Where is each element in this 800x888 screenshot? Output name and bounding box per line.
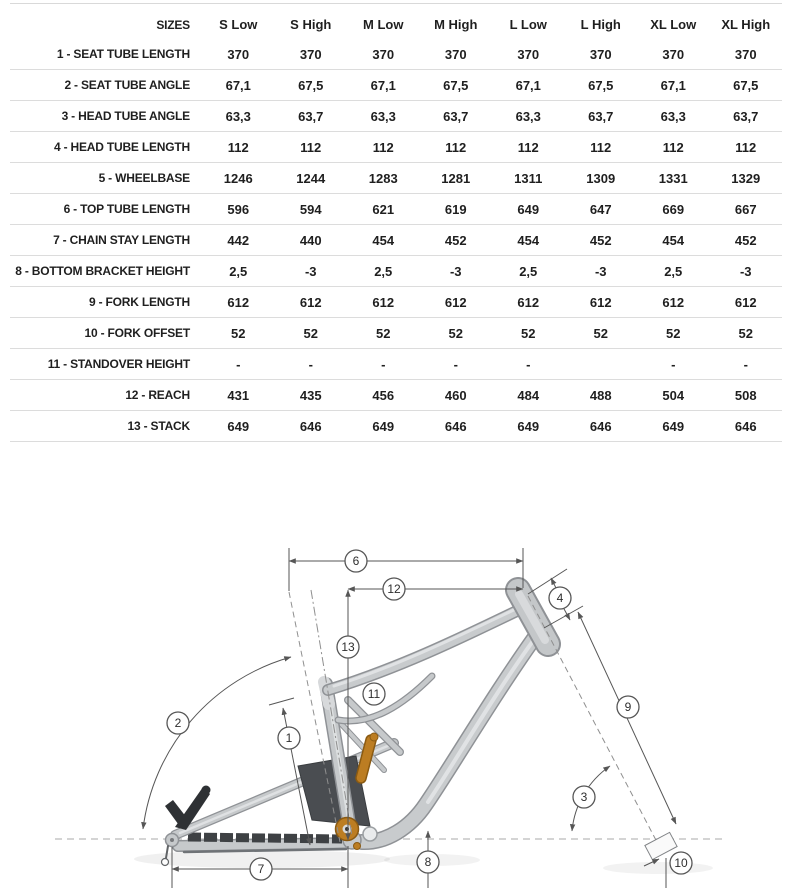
value-cell: -: [671, 356, 676, 372]
value-cell: -: [308, 356, 313, 372]
callout-label-8: 8: [424, 855, 432, 870]
value-cell: 452: [734, 232, 757, 248]
bike-geometry-diagram: [0, 528, 800, 888]
table-row: [10, 256, 782, 287]
value-cell: 454: [662, 232, 685, 248]
value-cell: 67,5: [733, 77, 759, 93]
value-cell: 112: [227, 139, 249, 155]
value-cell: 112: [735, 139, 757, 155]
value-cell: 370: [372, 46, 395, 62]
value-cell: 619: [444, 201, 467, 217]
row-label: 2 - SEAT TUBE ANGLE: [64, 78, 190, 92]
value-cell: 112: [300, 139, 322, 155]
table-row: [10, 101, 782, 132]
header-col: M High: [434, 17, 478, 32]
value-cell: 646: [734, 418, 757, 434]
callout-label-7: 7: [257, 862, 265, 877]
value-cell: 1244: [296, 170, 326, 186]
table-row: [10, 70, 782, 101]
row-label: 9 - FORK LENGTH: [89, 295, 190, 309]
value-cell: 63,3: [515, 108, 541, 124]
value-cell: 612: [662, 294, 685, 310]
value-cell: 442: [227, 232, 250, 248]
value-cell: 646: [299, 418, 322, 434]
value-cell: 454: [517, 232, 540, 248]
value-cell: 488: [589, 387, 612, 403]
callout-markers: [167, 550, 692, 880]
value-cell: 370: [227, 46, 250, 62]
value-cell: 646: [444, 418, 467, 434]
value-cell: 649: [372, 418, 395, 434]
value-cell: -: [526, 356, 531, 372]
value-cell: 612: [517, 294, 540, 310]
callout-label-3: 3: [580, 790, 588, 805]
head-tube: [518, 590, 548, 644]
value-cell: 52: [448, 325, 463, 341]
value-cell: 112: [517, 139, 539, 155]
value-cell: 370: [662, 46, 685, 62]
value-cell: 2,5: [229, 263, 248, 279]
value-cell: 669: [662, 201, 685, 217]
table-header-row: [10, 4, 782, 39]
table-row: [10, 39, 782, 70]
header-col: XL Low: [650, 17, 697, 32]
value-cell: 508: [734, 387, 757, 403]
row-label: 6 - TOP TUBE LENGTH: [63, 202, 190, 216]
value-cell: 67,5: [298, 77, 324, 93]
value-cell: 370: [589, 46, 612, 62]
value-cell: 2,5: [374, 263, 393, 279]
value-cell: 1309: [586, 170, 616, 186]
table-row: [10, 132, 782, 163]
header-col: L Low: [509, 17, 547, 32]
value-cell: 52: [303, 325, 318, 341]
value-cell: 370: [734, 46, 757, 62]
header-col: S Low: [219, 17, 258, 32]
value-cell: 440: [299, 232, 322, 248]
table-row: [10, 318, 782, 349]
value-cell: -: [236, 356, 241, 372]
row-label: 3 - HEAD TUBE ANGLE: [61, 109, 190, 123]
value-cell: -3: [449, 263, 462, 279]
callout-label-13: 13: [341, 640, 355, 655]
value-cell: 67,5: [443, 77, 469, 93]
value-cell: 1281: [441, 170, 471, 186]
main-pivot: [363, 827, 377, 841]
value-cell: 1331: [658, 170, 688, 186]
table-row: [10, 349, 782, 380]
value-cell: 596: [227, 201, 250, 217]
table-row: [10, 380, 782, 411]
value-cell: 612: [589, 294, 612, 310]
value-cell: 370: [444, 46, 467, 62]
value-cell: 612: [227, 294, 250, 310]
row-label: 4 - HEAD TUBE LENGTH: [53, 140, 190, 154]
header-col: L High: [580, 17, 621, 32]
value-cell: 63,7: [733, 108, 759, 124]
header-col: M Low: [363, 17, 404, 32]
row-label: 10 - FORK OFFSET: [84, 326, 190, 340]
row-label: 1 - SEAT TUBE LENGTH: [56, 47, 190, 61]
callout-label-1: 1: [285, 731, 293, 746]
value-cell: 63,3: [660, 108, 686, 124]
value-cell: 484: [517, 387, 540, 403]
value-cell: 67,1: [225, 77, 251, 93]
value-cell: 52: [593, 325, 608, 341]
value-cell: 63,7: [588, 108, 614, 124]
value-cell: 1329: [731, 170, 761, 186]
callout-label-6: 6: [352, 554, 360, 569]
callout-label-12: 12: [387, 582, 401, 597]
callout-label-9: 9: [624, 700, 632, 715]
table-row: [10, 225, 782, 256]
value-cell: 63,7: [298, 108, 324, 124]
value-cell: 67,1: [370, 77, 396, 93]
head-tube-axis: [528, 596, 658, 844]
value-cell: 435: [299, 387, 322, 403]
table-row: [10, 163, 782, 194]
value-cell: 63,7: [443, 108, 469, 124]
row-label: 11 - STANDOVER HEIGHT: [47, 357, 190, 371]
value-cell: 612: [734, 294, 757, 310]
callout-label-2: 2: [174, 716, 182, 731]
value-cell: 612: [444, 294, 467, 310]
value-cell: 452: [589, 232, 612, 248]
value-cell: 112: [372, 139, 394, 155]
value-cell: -: [381, 356, 386, 372]
value-cell: 67,1: [660, 77, 686, 93]
value-cell: 431: [227, 387, 250, 403]
value-cell: 2,5: [664, 263, 683, 279]
value-cell: 649: [662, 418, 685, 434]
value-cell: 1246: [223, 170, 253, 186]
table-body: [10, 39, 782, 442]
value-cell: 649: [517, 201, 540, 217]
header-col: S High: [290, 17, 332, 32]
value-cell: 612: [372, 294, 395, 310]
geometry-table: [10, 3, 782, 442]
value-cell: 646: [589, 418, 612, 434]
value-cell: 52: [521, 325, 536, 341]
value-cell: 1283: [368, 170, 398, 186]
callout-label-11: 11: [367, 687, 381, 702]
value-cell: 52: [376, 325, 391, 341]
value-cell: -3: [304, 263, 317, 279]
value-cell: 370: [517, 46, 540, 62]
value-cell: 52: [666, 325, 681, 341]
value-cell: 452: [444, 232, 467, 248]
value-cell: 649: [227, 418, 250, 434]
value-cell: 370: [299, 46, 322, 62]
header-col: XL High: [721, 17, 771, 32]
table-row: [10, 411, 782, 442]
value-cell: 2,5: [519, 263, 538, 279]
table-row: [10, 194, 782, 225]
row-label: 5 - WHEELBASE: [98, 171, 190, 185]
value-cell: -: [743, 356, 748, 372]
value-cell: 67,1: [515, 77, 541, 93]
row-label: 8 - BOTTOM BRACKET HEIGHT: [15, 264, 190, 278]
row-label: 12 - REACH: [125, 388, 190, 402]
value-cell: 504: [662, 387, 685, 403]
value-cell: 112: [590, 139, 612, 155]
dim-seat-tube-angle: [143, 657, 291, 829]
callout-label-10: 10: [674, 856, 688, 871]
value-cell: 63,3: [225, 108, 251, 124]
row-label: 13 - STACK: [127, 419, 190, 433]
value-cell: 647: [589, 201, 612, 217]
value-cell: 63,3: [370, 108, 396, 124]
value-cell: 112: [445, 139, 467, 155]
value-cell: 1311: [514, 170, 543, 186]
value-cell: 612: [299, 294, 322, 310]
value-cell: 649: [517, 418, 540, 434]
value-cell: 454: [372, 232, 395, 248]
table-row: [10, 287, 782, 318]
value-cell: 52: [738, 325, 753, 341]
value-cell: 456: [372, 387, 395, 403]
value-cell: 67,5: [588, 77, 614, 93]
bike-frame-illustration: [162, 590, 549, 866]
value-cell: 52: [231, 325, 246, 341]
value-cell: 667: [734, 201, 757, 217]
value-cell: 621: [372, 201, 395, 217]
value-cell: -: [453, 356, 458, 372]
callout-label-4: 4: [556, 591, 564, 606]
value-cell: 594: [299, 201, 322, 217]
row-label: 7 - CHAIN STAY LENGTH: [53, 233, 190, 247]
value-cell: 112: [662, 139, 684, 155]
value-cell: -3: [739, 263, 752, 279]
value-cell: 460: [444, 387, 467, 403]
header-sizes: SIZES: [156, 18, 190, 32]
value-cell: -3: [594, 263, 607, 279]
